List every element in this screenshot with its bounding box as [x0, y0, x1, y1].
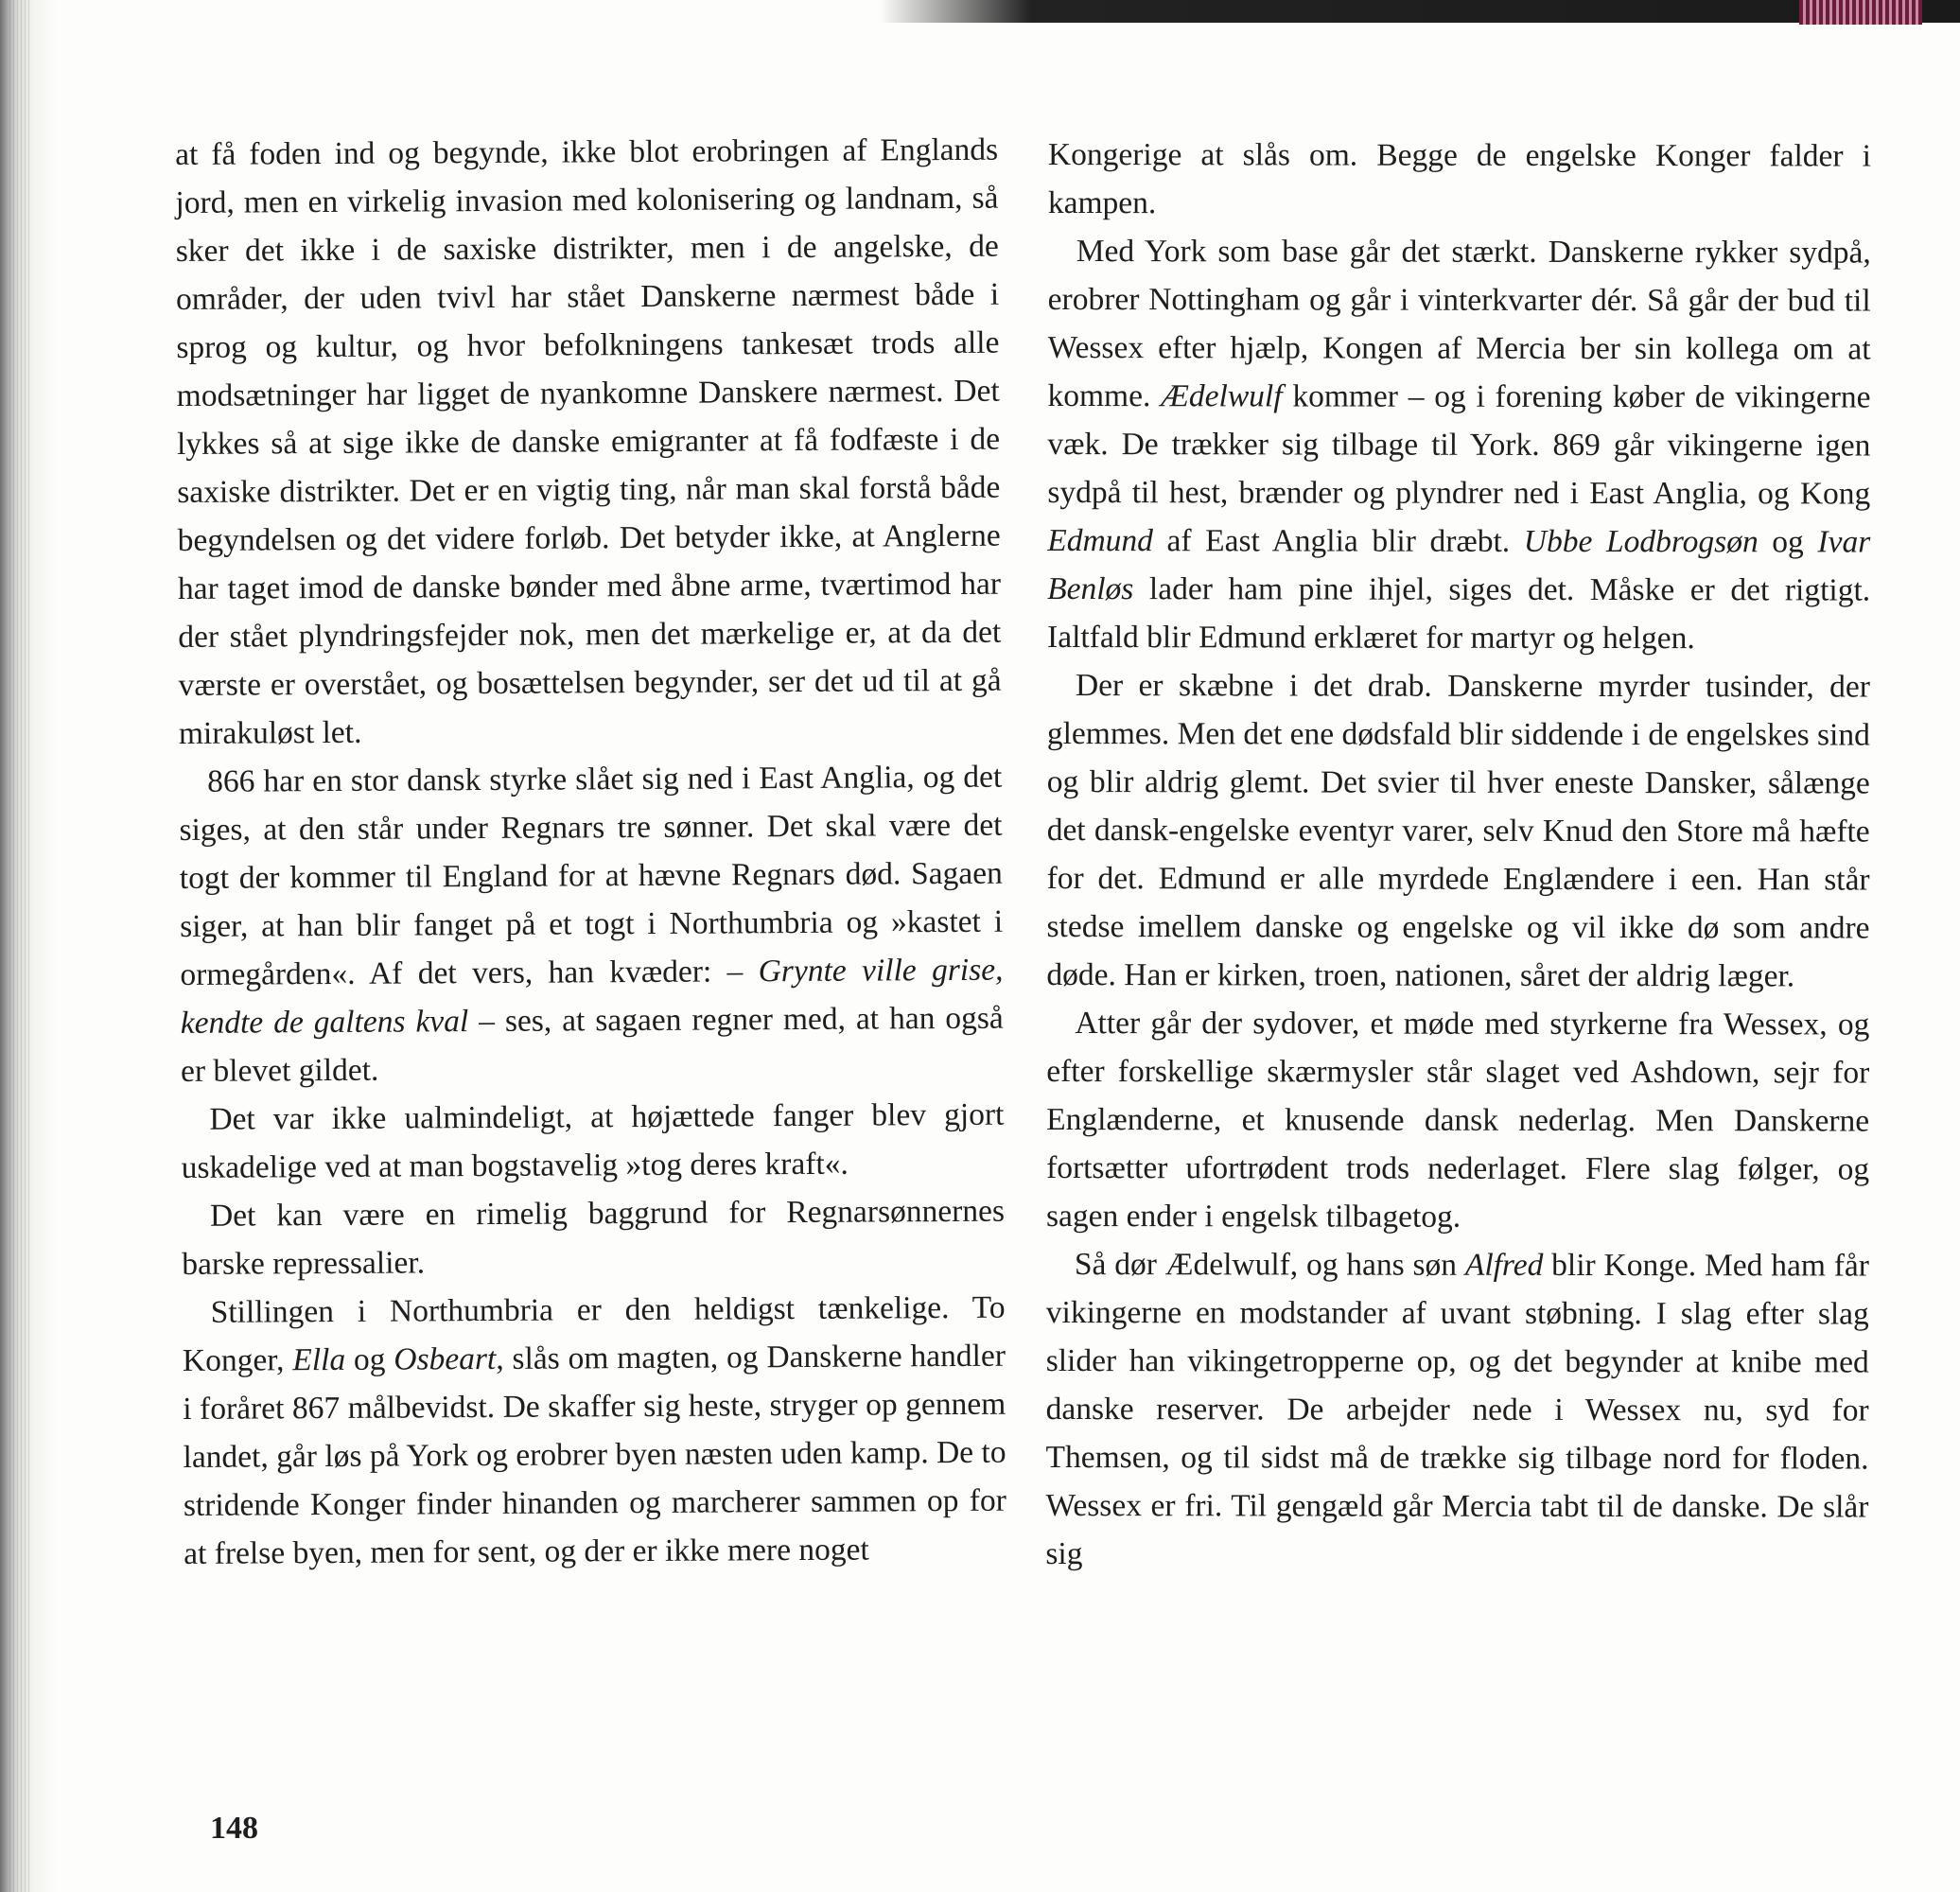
paragraph [1045, 1240, 1869, 1580]
italic-name: Ivar Benløs [1047, 524, 1871, 607]
text-segment: Stillingen i Northumbria er den heldigst tænkelige. To Konger, [182, 1289, 1006, 1378]
italic-name: Ubbe Lodbrogsøn [1523, 523, 1759, 560]
paragraph [1048, 131, 1871, 229]
right-text-column [1045, 131, 1871, 1580]
facing-page-stripes [1799, 0, 1922, 25]
text-segment: at få foden ind og begynde, ikke blot erobringen af Englands jord, men en virkelig invasion med kolonisering og landnam, så sker det ikke i de saxiske distrikter, men i de angelske, de områder, der uden tvivl har stået Danskerne nærmest både i sprog og kultur, og hvor befolkningens tankesæt trods alle modsætninger har ligget de nyankomne Danskere nærmest. Det lykkes så at sige ikke de danske emigranter at få fodfæste i de saxiske distrikter. Det er en vigtig ting, når man skal forstå både begyndelsen og det videre forløb. Det betyder ikke, at Anglerne har taget imod de danske bønder med åbne arme, tværtimod har der stået plyndringsfejder nok, men det mærkelige er, at da det værste er overstået, og bosættelsen begynder, ser det ud til at gå mirakuløst let. [175, 131, 1002, 751]
text-segment: kommer – og i forening køber de vikingerne væk. De trækker sig tilbage til York. 869 går vikingerne igen sydpå til hest, brænder og plyndrer ned i East Anglia, og Kong [1047, 378, 1871, 512]
italic-name: Alfred [1464, 1247, 1544, 1283]
paragraph [1046, 999, 1869, 1242]
text-segment: Der er skæbne i det drab. Danskerne myrder tusinder, der glemmes. Men det ene dødsfald blir siddende i de engelskes sind og blir aldrig glemt. Det svier til hver eneste Dansker, sålænge det dansk-engelske eventyr varer, selv Knud den Store må hæfte for det. Edmund er alle myrdede Englændere i een. Han står stedse imellem danske og engelske og vil ikke dø som andre døde. Han er kirken, troen, nationen, såret der aldrig læger. [1046, 668, 1871, 994]
paragraph [1047, 227, 1871, 663]
text-segment: Det kan være en rimelig baggrund for Regnarsønnernes barske repressalier. [182, 1193, 1006, 1282]
left-text-column [175, 126, 1006, 1578]
text-segment: blir Konge. Med ham får vikingerne en modstander af uvant støbning. I slag efter slag slider han vikingetropperne op, og det begynder at knibe med danske reserver. De arbejder nede i Wessex nu, syd for Themsen, og til sidst må de trække sig tilbage nord for floden. Wessex er fri. Til gengæld går Mercia tabt til de danske. De slår sig [1045, 1247, 1869, 1572]
italic-name: Edmund [1047, 522, 1153, 559]
text-segment: , slås om magten, og Danskerne handler i foråret 867 målbevidst. De skaffer sig heste, stryger op gennem landet, går løs på York og erobrer byen næsten uden kamp. De to stridende Konger finder hinanden og marcherer sammen op for at frelse byen, men for sent, og der er ikke mere noget [183, 1338, 1006, 1571]
text-segment: og [345, 1341, 394, 1377]
text-segment: 866 har en stor dansk styrke slået sig ned i East Anglia, og det siges, at den står under Regnars tre sønner. Det skal være det togt der kommer til England for at hævne Regnars død. Sagaen siger, at han blir fanget på et togt i Northumbria og »kastet i ormegården«. Af det vers, han kvæder: – [179, 759, 1004, 992]
paragraph [179, 753, 1004, 1095]
paragraph [182, 1284, 1006, 1578]
text-segment: Det var ikke ualmindeligt, at højættede fanger blev gjort uskadelige ved at man bogstavelig »tog deres kraft«. [181, 1096, 1005, 1185]
italic-name: Osbeart [394, 1340, 497, 1377]
italic-name: Grynte ville grise, kendte de galtens kval [180, 952, 1004, 1041]
text-segment: lader ham pine ihjel, siges det. Måske er det rigtigt. Ialtfald blir Edmund erklæret for martyr og helgen. [1047, 571, 1871, 657]
text-segment: Atter går der sydover, et møde med styrkerne fra Wessex, og efter forskellige skærmysler står slaget ved Ashdown, sejr for Englænderne, et knusende dansk nederlag. Men Danskerne fortsætter ufortrødent trods nederlaget. Flere slag følger, og sagen ender i engelsk tilbagetog. [1045, 1006, 1870, 1235]
text-segment: Med York som base går det stærkt. Danskerne rykker sydpå, erobrer Nottingham og går i vinterkvarter dér. Så går der bud til Wessex efter hjælp, Kongen af Mercia ber sin kollega om at komme. [1047, 234, 1871, 414]
text-segment: – ses, at sagaen regner med, at han også er blevet gildet. [180, 1000, 1004, 1089]
text-segment: af East Anglia blir dræbt. [1152, 523, 1524, 559]
text-segment: Kongerige at slås om. Begge de engelske Konger falder i kampen. [1047, 136, 1871, 221]
text-segment: og [1758, 524, 1818, 560]
text-segment: Så dør Ædelwulf, og hans søn [1074, 1247, 1465, 1283]
italic-name: Ella [292, 1341, 346, 1378]
paragraph [182, 1187, 1006, 1288]
page-number: 148 [210, 1811, 258, 1846]
italic-name: Ædelwulf [1161, 378, 1283, 414]
paragraph [181, 1091, 1005, 1192]
facing-page-edge [880, 0, 1960, 23]
page-edge-lines [9, 0, 30, 1892]
paragraph [175, 126, 1002, 758]
paragraph [1046, 661, 1870, 1001]
